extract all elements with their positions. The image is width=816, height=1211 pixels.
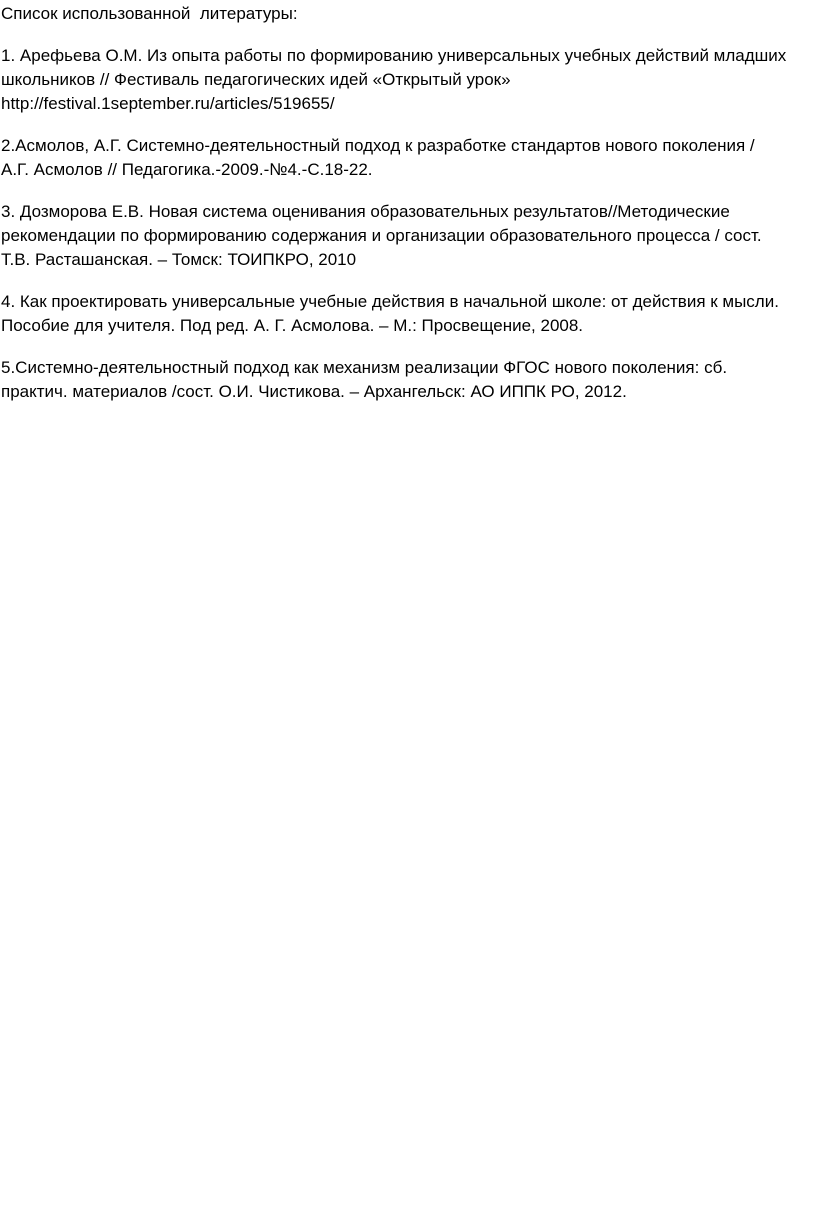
- reference-line: практич. материалов /сост. О.И. Чистикова. – Архангельск: АО ИППК РО, 2012.: [1, 382, 627, 401]
- reference-line: Т.В. Расташанская. – Томск: ТОИПКРО, 2010: [1, 250, 357, 269]
- reference-line: 3. Дозморова Е.В. Новая система оценивания образовательных результатов//Методические: [1, 202, 730, 221]
- reference-line: А.Г. Асмолов // Педагогика.-2009.-№4.-С.18-22.: [1, 160, 373, 179]
- reference-line: Пособие для учителя. Под ред. А. Г. Асмолова. – М.: Просвещение, 2008.: [1, 316, 584, 335]
- reference-url: http://festival.1september.ru/articles/519655/: [1, 94, 335, 113]
- document-body: [1, 0, 813, 404]
- reference-item-2: [1, 116, 813, 182]
- reference-item-3: [1, 182, 813, 272]
- reference-item-5: [1, 338, 813, 404]
- reference-list: [1, 26, 813, 404]
- reference-item-1: [1, 26, 813, 116]
- reference-line: рекомендации по формированию содержания и организации образовательного процесса / сост.: [1, 226, 762, 245]
- reference-item-4: [1, 272, 813, 338]
- reference-line: 1. Арефьева О.М. Из опыта работы по формированию универсальных учебных действий младших: [1, 46, 787, 65]
- reference-line: 5.Системно-деятельностный подход как механизм реализации ФГОС нового поколения: сб.: [1, 358, 728, 377]
- page-title: Список использованной литературы:: [1, 4, 298, 23]
- reference-line: 2.Асмолов, А.Г. Системно-деятельностный подход к разработке стандартов нового поколения /: [1, 136, 755, 155]
- reference-line: школьников // Фестиваль педагогических идей «Открытый урок»: [1, 70, 511, 89]
- reference-line: 4. Как проектировать универсальные учебные действия в начальной школе: от действия к мысли.: [1, 292, 779, 311]
